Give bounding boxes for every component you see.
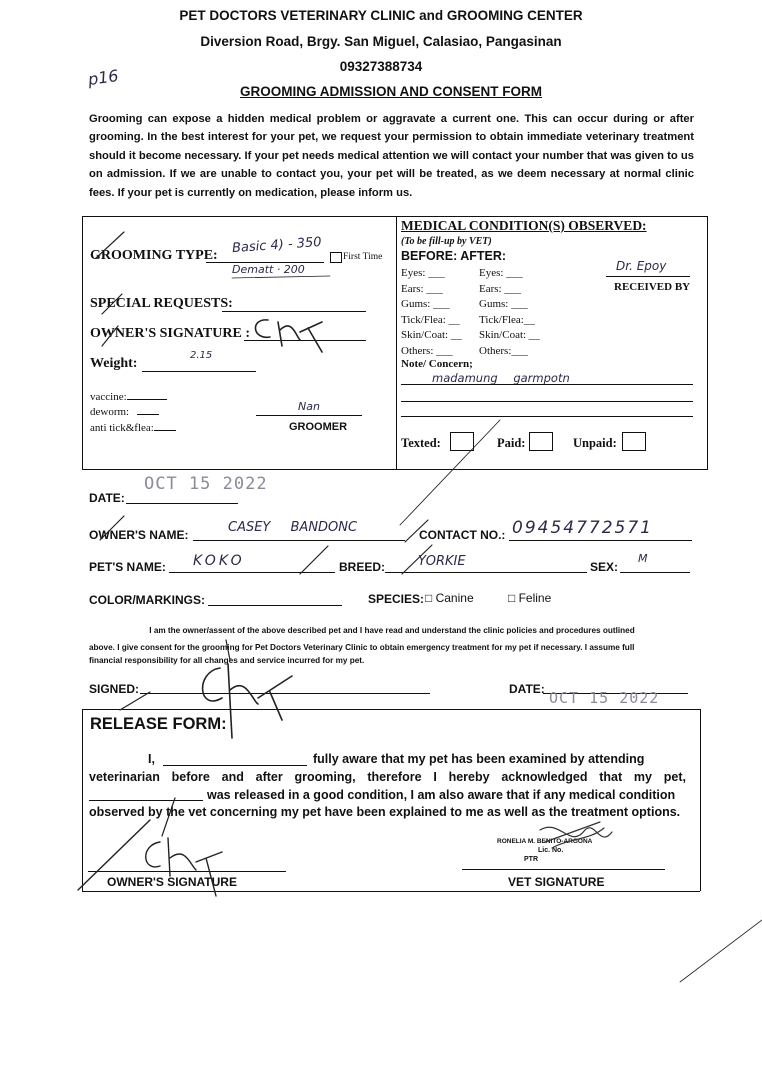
owner-name-value[interactable]: CASEY BANDONC xyxy=(228,520,358,535)
medical-subtitle: (To be fill-up by VET) xyxy=(401,236,492,247)
medical-title: MEDICAL CONDITION(S) OBSERVED: xyxy=(401,218,647,233)
special-requests-label: SPECIAL REQUESTS: xyxy=(90,296,233,311)
note-line-3 xyxy=(401,416,693,417)
before-after-header: BEFORE: AFTER: xyxy=(401,249,507,263)
release-owner-signature-label: OWNER'S SIGNATURE xyxy=(107,875,237,889)
release-line-1b: fully aware that my pet has been examined by attending xyxy=(313,752,645,766)
species-canine[interactable]: □ Canine xyxy=(425,591,474,605)
anti-tick-label: anti tick&flea: xyxy=(90,422,154,434)
owner-name-label: OWNER'S NAME: xyxy=(89,528,189,542)
before-row: Others: ___ xyxy=(401,344,453,357)
vet-signature-field[interactable] xyxy=(462,869,665,870)
release-right-rule xyxy=(700,709,701,891)
form-title: GROOMING ADMISSION AND CONSENT FORM xyxy=(240,84,542,99)
release-line-2: veterinarian before and after grooming, therefore I hereby acknowledged that my pet, xyxy=(89,770,686,784)
species-canine-label: Canine xyxy=(435,591,474,605)
consent-date-stamp[interactable]: OCT 15 2022 xyxy=(549,689,660,707)
breed-label: BREED: xyxy=(339,560,386,574)
clinic-name: PET DOCTORS VETERINARY CLINIC and GROOMING CENTER xyxy=(179,8,583,23)
grooming-type-value-2[interactable]: Dematt · 200 xyxy=(232,263,305,276)
intro-paragraph: Grooming can expose a hidden medical problem or aggravate a current one. This can occur during or after grooming. In the best interest for your pet, we request your permission to obtain immediate veterinary treatment should it become necessary. If your pet needs medical attention we will contact your number that was given to us on admission. If we are unable to contact you, your pet will be treated, as we deem necessary at normal clinic fees. If your pet is currently on medication, please inform us. xyxy=(89,113,694,199)
release-title: RELEASE FORM: xyxy=(90,715,227,733)
consent-line-2: above. I give consent for the grooming for Pet Doctors Veterinary Clinic to obtain emergency treatment for my pet if necessary. I assume full xyxy=(89,643,635,652)
groomer-line xyxy=(256,415,362,416)
consent-date-label: DATE: xyxy=(509,682,545,696)
sex-label: SEX: xyxy=(590,560,619,574)
received-by-label: RECEIVED BY xyxy=(614,281,691,293)
received-by-name[interactable]: Dr. Epoy xyxy=(616,259,667,273)
consent-line-1: I am the owner/assent of the above described pet and I have read and understand the clinic policies and procedures outlined xyxy=(149,626,635,635)
contact-line xyxy=(509,540,692,541)
pen-mark xyxy=(680,920,762,982)
grooming-type-value[interactable]: Basic 4) - 350 xyxy=(231,234,323,257)
signed-field[interactable] xyxy=(140,693,430,694)
release-bottom-rule xyxy=(82,891,700,892)
owner-name-line xyxy=(193,540,405,541)
contact-value[interactable]: 09454772571 xyxy=(512,518,653,538)
before-row: Tick/Flea: __ xyxy=(401,313,460,326)
date-label: DATE: xyxy=(89,491,125,505)
vet-lic: Lic. No. xyxy=(538,847,564,854)
groomer-label: GROOMER xyxy=(289,421,348,433)
release-pet-field[interactable] xyxy=(89,800,203,801)
weight-line xyxy=(142,371,256,372)
weight-label: Weight: xyxy=(90,356,138,371)
before-column xyxy=(401,266,462,359)
after-row: Gums: ___ xyxy=(479,298,528,310)
vet-signature-label: VET SIGNATURE xyxy=(508,875,605,889)
clinic-address: Diversion Road, Brgy. San Miguel, Calasiao, Pangasinan xyxy=(200,34,562,49)
release-line-3: was released in a good condition, I am also aware that if any medical condition xyxy=(207,788,676,802)
clinic-phone: 09327388734 xyxy=(339,59,423,74)
received-by-line xyxy=(606,276,690,277)
margin-note: p16 xyxy=(86,65,120,90)
contact-label: CONTACT NO.: xyxy=(419,528,506,542)
breed-value[interactable]: YORKIE xyxy=(418,554,466,569)
vaccine-label: vaccine: xyxy=(90,391,127,403)
box-divider xyxy=(396,216,397,469)
color-markings-label: COLOR/MARKINGS: xyxy=(89,593,205,607)
after-row: Tick/Flea:__ xyxy=(479,313,535,326)
after-column xyxy=(479,266,540,359)
release-owner-field[interactable] xyxy=(163,765,307,766)
species-feline[interactable]: □ Feline xyxy=(508,591,552,605)
first-time-checkbox[interactable] xyxy=(330,252,342,263)
species-label: SPECIES: xyxy=(368,592,425,606)
owner-signature-release-field[interactable] xyxy=(88,871,286,872)
after-row: Eyes: ___ xyxy=(479,267,523,279)
before-row: Skin/Coat: __ xyxy=(401,329,462,341)
owner-signature-field[interactable] xyxy=(244,340,366,341)
sex-value[interactable]: M xyxy=(638,552,648,565)
pet-name-line xyxy=(169,572,335,573)
consent-line-3: financial responsibility for all changes and service incurred for my pet. xyxy=(89,656,365,665)
before-row: Ears: ___ xyxy=(401,282,443,295)
unpaid-label: Unpaid: xyxy=(573,436,617,450)
groomer-name[interactable]: Nan xyxy=(298,400,320,413)
vet-stamp-name: RONELIA M. BENITO-ARGONA xyxy=(497,838,593,845)
after-row: Others:___ xyxy=(479,344,528,357)
after-row: Skin/Coat: __ xyxy=(479,329,540,341)
pet-name-label: PET'S NAME: xyxy=(89,560,166,574)
vet-ptr: PTR xyxy=(524,856,538,863)
special-requests-field[interactable] xyxy=(222,311,366,312)
texted-label: Texted: xyxy=(401,436,441,450)
after-row: Ears: ___ xyxy=(479,282,521,295)
paid-checkbox[interactable] xyxy=(529,432,553,451)
paid-label: Paid: xyxy=(497,436,526,450)
unpaid-checkbox[interactable] xyxy=(622,432,646,451)
note-label: Note/ Concern; xyxy=(401,358,473,370)
note-line-2 xyxy=(401,401,693,402)
owner-signature-label: OWNER'S SIGNATURE : xyxy=(90,326,250,341)
signed-label: SIGNED: xyxy=(89,682,140,696)
release-top-rule xyxy=(82,709,700,710)
consent-text xyxy=(89,622,695,639)
date-line xyxy=(126,503,238,504)
release-left-rule xyxy=(82,709,83,891)
breed-line xyxy=(385,572,587,573)
first-time-label: First Time xyxy=(343,252,383,262)
release-line-1a: I, xyxy=(148,752,155,766)
before-row: Eyes: ___ xyxy=(401,267,445,279)
sex-line xyxy=(620,572,690,573)
pet-name-value[interactable]: KOKO xyxy=(193,553,245,569)
texted-checkbox[interactable] xyxy=(450,432,474,451)
release-line-4: observed by the vet concerning my pet have been explained to me as well as the treatment options. xyxy=(89,805,681,819)
species-feline-label: Feline xyxy=(518,591,552,605)
note-value[interactable]: madamung garmpotn xyxy=(432,371,570,385)
pen-mark xyxy=(300,546,328,574)
before-row: Gums: ___ xyxy=(401,298,450,310)
weight-value[interactable]: 2.15 xyxy=(190,350,213,361)
grooming-type-label: GROOMING TYPE: xyxy=(90,248,218,263)
color-markings-field[interactable] xyxy=(208,605,342,606)
date-stamp[interactable]: OCT 15 2022 xyxy=(144,474,268,494)
note-line-1 xyxy=(401,384,693,385)
deworm-label: deworm: xyxy=(90,406,130,418)
